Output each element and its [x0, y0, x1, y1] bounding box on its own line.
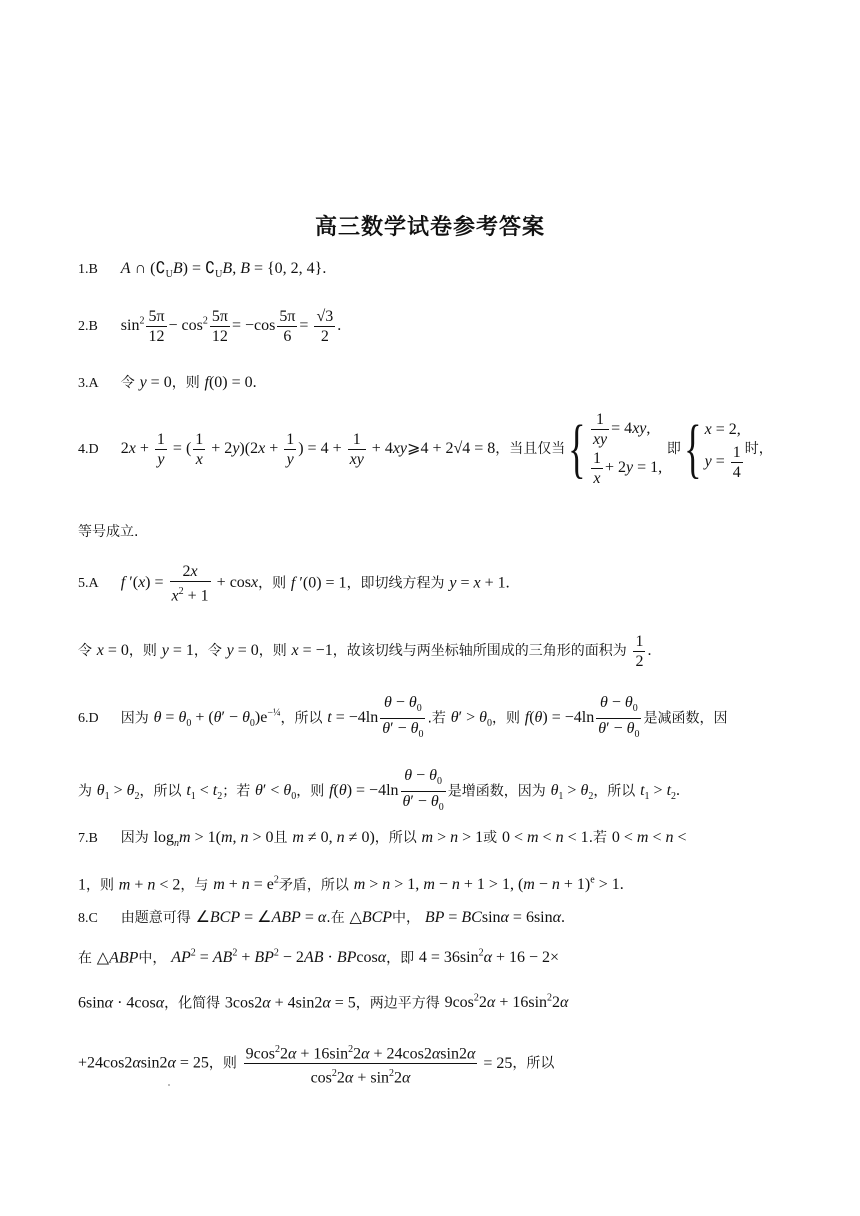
formula: x = −1: [291, 642, 333, 660]
text: 或: [483, 830, 498, 846]
formula: $\log_nm > 1(m$, n > 0: [153, 829, 274, 850]
scan-speck: [168, 1084, 170, 1086]
text: .在: [326, 910, 345, 926]
formula: ∠BCP = ∠ABP = α: [195, 909, 327, 926]
formula: y = x + 1.: [449, 574, 510, 592]
formula: △ABP: [96, 949, 139, 967]
answer-label: 2.B: [78, 319, 98, 335]
text: 中，: [392, 910, 421, 926]
answer-label: 3.A: [78, 376, 99, 391]
formula: $\theta_1 > \theta_2$: [550, 782, 594, 803]
formula: 3cos2α + 4sin2α = 5: [224, 994, 356, 1012]
text: ，则: [171, 375, 200, 391]
formula: m > n > 1, m − n + 1 > 1, $(m - n + 1)^e > 1$.: [353, 875, 624, 894]
answer-4-cont: [78, 520, 820, 543]
text: ，与: [180, 877, 209, 894]
formula: 0 < m < n < 1: [501, 829, 589, 846]
text: 因为: [120, 710, 149, 727]
formula: f ′(0) = 1: [290, 574, 347, 592]
text: ，则: [258, 575, 287, 592]
text: ；若: [222, 783, 251, 800]
page-title: 高三数学试卷参考答案: [314, 215, 545, 240]
answer-3: [78, 371, 820, 395]
answer-label: 4.D: [78, 442, 99, 457]
formula: $\theta_1 > \theta_2$: [96, 782, 140, 803]
formula: $\theta = \theta_0 + (\theta' - \theta_0)e^{-\frac{1}{4}}$: [153, 708, 281, 730]
text: 矛盾，所以: [278, 877, 349, 894]
formula: $\theta' > \theta_0$: [450, 709, 492, 730]
text: ，则: [258, 643, 287, 660]
text: .若: [427, 710, 446, 727]
text: ，则: [296, 783, 325, 800]
answer-8-line2: [78, 943, 820, 969]
answer-7: [78, 826, 820, 855]
answer-6-cont: [78, 766, 820, 817]
answer-1: [78, 257, 820, 286]
formula: f(θ) = −4ln $\frac{\theta - \theta_0}{\theta' - \theta_0}$: [329, 767, 444, 814]
formula: $t_1 < t_2$: [186, 782, 223, 803]
formula: 1: [78, 876, 86, 894]
formula: m ≠ 0, n ≠ 0): [292, 829, 375, 846]
text: 中，: [138, 950, 167, 967]
text: 为: [78, 783, 92, 800]
answer-7-cont: [78, 870, 820, 896]
text: 时，: [744, 441, 773, 457]
text: ，所以: [280, 710, 323, 727]
formula: y = 0: [139, 374, 172, 391]
text: ，两边平方得: [355, 995, 440, 1012]
formula: t = −4ln $\frac{\theta - \theta_0}{\theta' - \theta_0}$: [327, 694, 424, 741]
text: ，所以: [512, 1055, 555, 1072]
formula: $AP^2 = AB^2 + BP^2 - 2AB \cdot BPcos\alpha$: [171, 948, 387, 967]
text: ，化简得: [164, 995, 221, 1012]
formula: f(0) = 0.: [204, 374, 257, 391]
text: ，所以: [374, 830, 417, 846]
formula: f(θ) = −4ln $\frac{\theta - \theta_0}{\theta' - \theta_0}$: [524, 694, 640, 741]
text: ，当且仅当: [495, 441, 566, 457]
text: ，所以: [139, 783, 182, 800]
answer-8-line3: [78, 988, 820, 1014]
answer-5: [78, 562, 820, 605]
formula: 2x + $\frac{1}{y}$ = ( $\frac{1}{x}$ + 2y)(2x + $\frac{1}{y}$ ) = 4 + $\frac{1}{xy}$ + 4xy⩾4 + 2√4 = 8: [120, 430, 496, 468]
formula: $m + n = e^2$: [213, 875, 279, 894]
answer-label: 5.A: [78, 576, 99, 592]
answer-4: 4.D 2x + $\frac{1}{y}$ = ( $\frac{1}{x}$ + 2y)(2x + $\frac{1}{y}$ ) = 4 + $\frac{1}{xy}$ + 4xy⩾4 + 2√4 = 8，当且仅当{ $\frac{1}{xy}$ = 4xy, $\frac{1}{x}$ + 2y = 1, 即{ x = 2, y = $\frac{1}{4}$ 时，: [78, 411, 773, 487]
answer-8: [78, 906, 820, 930]
text: 是减函数，因: [643, 710, 728, 727]
formula: $\frac{1}{2}$ .: [635, 633, 652, 670]
formula: m + n < 2: [118, 876, 181, 894]
formula: A ∩ $(∁_UB)$ = $∁_UB$, B = {0, 2, 4}.: [120, 260, 327, 281]
text: ，即切线方程为: [346, 575, 445, 592]
answer-label: 8.C: [78, 911, 98, 926]
solution-system: x = 2, y = $\frac{1}{4}$: [704, 420, 741, 481]
answer-8-line4: [78, 1040, 820, 1088]
formula: 0 < m < n <: [611, 829, 687, 846]
text: ，则: [128, 643, 157, 660]
answer-6: [78, 693, 820, 744]
text: ，则: [491, 710, 520, 727]
equation-system: $\frac{1}{xy}$ = 4xy, $\frac{1}{x}$ + 2y = 1,: [592, 411, 663, 487]
formula: 6sinα · 4cosα: [78, 994, 165, 1012]
text: ，故该切线与两坐标轴所围成的三角形的面积为: [332, 643, 627, 660]
text: ，所以: [593, 783, 636, 800]
text: 令: [120, 375, 135, 391]
text: ，即: [386, 950, 415, 967]
text: 由题意可得: [120, 910, 191, 926]
answer-label: 1.B: [78, 262, 98, 277]
text: 因为: [120, 830, 149, 846]
formula: $\frac{9\cos^22\alpha + 16\sin^22\alpha + 24\cos 2\alpha\sin 2\alpha}{\cos^22\alpha + \sin^22\alpha}$ = 25: [242, 1055, 513, 1072]
formula: +24cos2αsin2α = 25: [78, 1054, 209, 1072]
text: 且: [273, 830, 288, 846]
formula: y = 0: [226, 642, 259, 660]
text: ，则: [86, 877, 114, 894]
text: .若: [588, 830, 608, 846]
formula: BP = BCsinα = 6sinα.: [424, 909, 566, 926]
formula: $t_1 > t_2$.: [640, 782, 681, 803]
formula: y = 1: [161, 642, 194, 660]
text: 令: [78, 643, 92, 660]
text: ，则: [208, 1055, 237, 1072]
text: 在: [78, 950, 92, 967]
formula: $9\cos^22\alpha + 16\sin^22\alpha$: [444, 993, 569, 1012]
formula: △BCP: [349, 909, 393, 926]
text: 即: [666, 441, 681, 457]
formula: f ′(x) = $\frac{2x}{x^2 + 1}$ + cosx: [120, 563, 259, 605]
text: 等号成立.: [78, 524, 139, 540]
text: ，令: [193, 643, 222, 660]
answer-2: [78, 307, 820, 346]
formula: $4 = 36\sin^2\alpha + 16 - 2\times$: [418, 948, 560, 967]
answer-5-cont: [78, 632, 820, 671]
formula: x = 0: [96, 642, 129, 660]
answer-label: 7.B: [78, 831, 98, 846]
formula: $\sin^2$ $\frac{5\pi}{12}$ − $\cos^2$ $\frac{5\pi}{12}$ = −cos $\frac{5\pi}{6}$ = $\frac{√3}{2}$ .: [120, 308, 342, 345]
text: 是增函数，因为: [447, 783, 546, 800]
formula: m > n > 1: [421, 829, 484, 846]
answer-label: 6.D: [78, 711, 99, 727]
formula: $\theta' < \theta_0$: [255, 782, 297, 803]
